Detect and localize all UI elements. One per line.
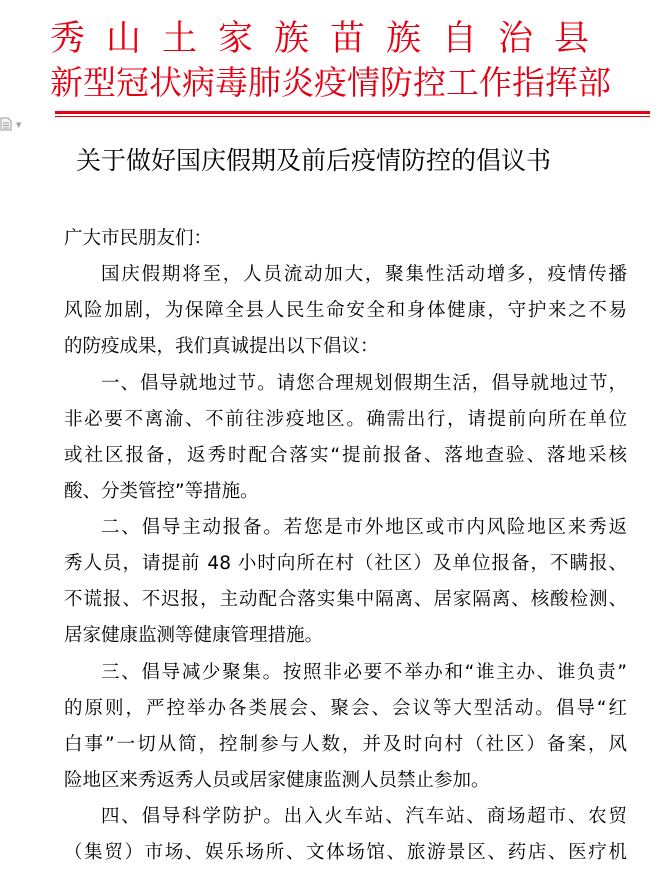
chevron-down-icon[interactable]: ▼	[16, 121, 22, 129]
header-divider-thin	[55, 116, 650, 117]
body-line: 二、倡导主动报备。若您是市外地区或市内风险地区来秀返	[101, 517, 627, 538]
body-line: 险地区来秀返秀人员或居家健康监测人员禁止参加。	[64, 770, 490, 791]
body-line: 的原则，严控举办各类展会、聚会、会议等大型活动。倡导“红	[64, 698, 627, 719]
body-line: 或社区报备，返秀时配合落实“提前报备、落地查验、落地采核	[64, 445, 627, 466]
body-line: 秀人员，请提前 48 小时向所在村（社区）及单位报备，不瞒报、	[64, 553, 627, 574]
body-line: 非必要不离渝、不前往涉疫地区。确需出行，请提前向所在单位	[64, 409, 627, 430]
body-line: 酸、分类管控”等措施。	[64, 481, 259, 502]
document-icon[interactable]	[0, 117, 12, 131]
body-line: 不谎报、不迟报，主动配合落实集中隔离、居家隔离、核酸检测、	[64, 589, 627, 610]
body-line: 居家健康监测等健康管理措施。	[64, 625, 324, 646]
issuer-name-line2: 新型冠状病毒肺炎疫情防控工作指挥部	[50, 63, 611, 102]
body-line: 三、倡导减少聚集。按照非必要不举办和“谁主办、谁负责”	[101, 662, 627, 683]
body-line: 一、倡导就地过节。请您合理规划假期生活，倡导就地过节，	[101, 373, 627, 394]
body-line: 风险加剧，为保障全县人民生命安全和身体健康，守护来之不易	[64, 300, 627, 321]
body-line: 四、倡导科学防护。出入火车站、汽车站、商场超市、农贸	[101, 806, 627, 827]
issuer-name-line1: 秀山土家族苗族自治县	[50, 19, 611, 59]
body-line: 的防疫成果，我们真诚提出以下倡议：	[64, 336, 379, 357]
body-line: 白事”一切从简，控制参与人数，并及时向村（社区）备案，风	[64, 734, 627, 755]
body-line: 国庆假期将至，人员流动加大，聚集性活动增多，疫情传播	[101, 264, 627, 285]
document-title: 关于做好国庆假期及前后疫情防控的倡议书	[76, 146, 552, 175]
body-line: （集贸）市场、娱乐场所、文体场馆、旅游景区、药店、医疗机	[64, 842, 627, 863]
header-divider-thick	[55, 111, 650, 114]
salutation: 广大市民朋友们：	[64, 228, 213, 249]
